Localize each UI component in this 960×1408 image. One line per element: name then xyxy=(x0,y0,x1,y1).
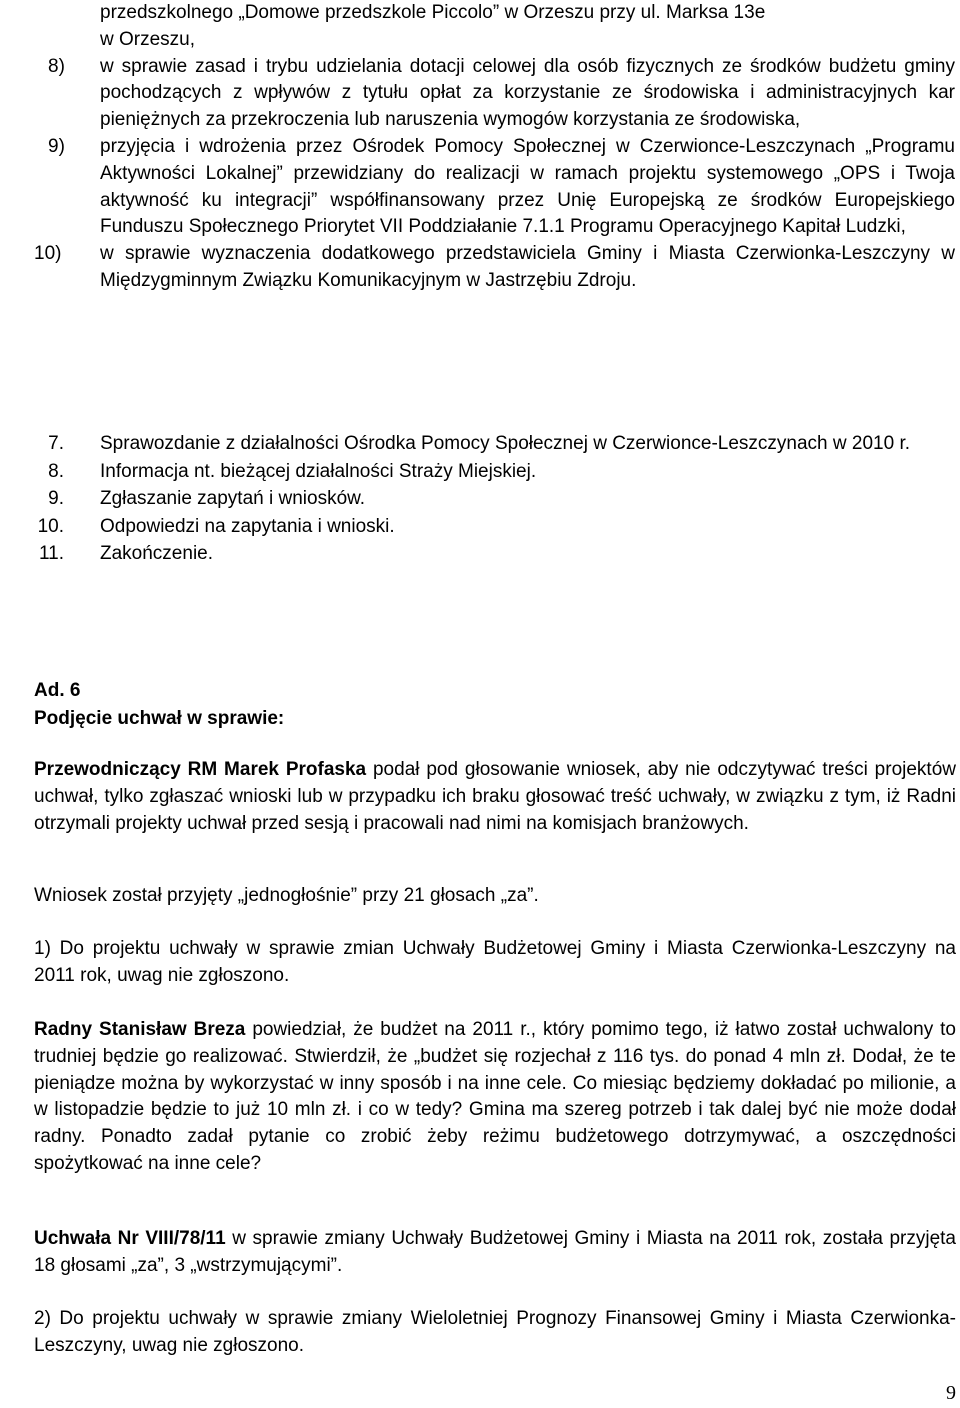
paragraph-resolution-1: 1) Do projektu uchwały w sprawie zmian Uchwały Budżetowej Gminy i Miasta Czerwionka-Leszczyny na 2011 rok, uwag nie zgłoszono. xyxy=(34,938,956,986)
agenda-text: Sprawozdanie z działalności Ośrodka Pomocy Społecznej w Czerwionce-Leszczynach w 2010 r. xyxy=(100,433,910,454)
paragraph-text: powiedział, że budżet na 2011 r., który pomimo tego, iż łatwo został uchwalony to trudniej będzie go realizować. Stwierdził, że „budżet się rozjechał z 116 tys. do ponad 4 mln zł. Dodał, że te pieniądze można by wykorzystać w inny sposób i na inne cele. Co miesiąc będziemy dokładać po milionie, a w listopadzie będzie to już 10 mln zł. i co w tedy? Gmina ma szereg potrzeb i tak dalej być nie może dodał radny. Ponadto zadał pytanie co zrobić żeby reżimu budżetowego dotrzymywać, a oszczędności spożytkować na inne cele? xyxy=(34,1019,956,1174)
agenda-number: 10. xyxy=(37,515,64,537)
sublist-item-8 xyxy=(48,54,955,134)
sublist-number: 8) xyxy=(48,55,65,77)
agenda-item-11 xyxy=(38,540,956,568)
sublist-text: w sprawie zasad i trybu udzielania dotacji celowej dla osób fizycznych ze środków budżetu gminy pochodzących z wpływów z tytułu opłat za korzystanie ze środowiska i administracyjnych kar pieniężnych za przekroczenia lub naruszenia wymogów korzystania ze środowiska, xyxy=(100,55,955,131)
agenda-number: 8. xyxy=(48,460,64,482)
sublist-item-10 xyxy=(34,241,955,295)
ad-subheading: Podjęcie uchwał w sprawie: xyxy=(34,708,285,729)
agenda-text: Informacja nt. bieżącej działalności Straży Miejskiej. xyxy=(100,460,537,482)
paragraph-chairman-motion xyxy=(34,757,956,837)
agenda-text: Odpowiedzi na zapytania i wnioski. xyxy=(100,515,395,537)
speaker-name: Radny Stanisław Breza xyxy=(34,1019,246,1040)
agenda-text: Zakończenie. xyxy=(100,543,214,564)
sublist-item-9 xyxy=(48,134,955,241)
sublist-text: w sprawie wyznaczenia dodatkowego przedstawiciela Gminy i Miasta Czerwionka-Leszczyny w Międzygminnym Związku Komunikacyjnym w Jastrzębiu Zdroju. xyxy=(100,243,955,291)
agenda-item-7 xyxy=(48,430,956,458)
agenda-number: 7. xyxy=(48,433,64,454)
paragraph-resolution-2: 2) Do projektu uchwały w sprawie zmiany Wieloletniej Prognozy Finansowej Gminy i Miasta Czerwionka-Leszczyny, uwag nie zgłoszono. xyxy=(34,1308,956,1356)
paragraph-councillor-breza xyxy=(34,1017,956,1178)
agenda-item-10 xyxy=(37,513,956,541)
paragraph-text: podał pod głosowanie wniosek, aby nie odczytywać treści projektów uchwał, tylko zgłaszać wnioski lub w przypadku ich braku głosować treść uchwały, w związku z tym, iż Radni otrzymali projekty uchwał przed sesją i pracowali nad nimi na komisjach branżowych. xyxy=(34,759,956,834)
sublist-number: 9) xyxy=(48,135,65,157)
agenda-number: 9. xyxy=(48,488,64,509)
continuation-line-1: przedszkolnego „Domowe przedszkole Piccolo” w Orzeszu przy ul. Marksa 13e xyxy=(100,2,766,23)
continuation-line-2: w Orzeszu, xyxy=(100,28,196,50)
agenda-text: Zgłaszanie zapytań i wniosków. xyxy=(100,488,366,509)
resolution-sublist xyxy=(0,0,960,295)
agenda-list xyxy=(0,430,960,568)
page-number: 9 xyxy=(946,1382,956,1404)
agenda-item-9 xyxy=(48,485,956,513)
speaker-name: Przewodniczący RM Marek Profaska xyxy=(34,759,367,780)
agenda-number: 11. xyxy=(38,543,64,564)
sublist-number: 10) xyxy=(34,243,62,265)
agenda-item-8 xyxy=(48,458,956,486)
paragraph-motion-result: Wniosek został przyjęty „jednogłośnie” przy 21 głosach „za”. xyxy=(34,885,539,906)
sublist-text: przyjęcia i wdrożenia przez Ośrodek Pomocy Społecznej w Czerwionce-Leszczynach „Programu Aktywności Lokalnej” przewidziany do realizacji w ramach projektu systemowego „OPS i Twoja aktywność ku integracji” współfinansowany przez Unię Europejską ze środków Europejskiego Funduszu Społecznego Priorytet VII Poddziałanie 7.1.1 Programu Operacyjnego Kapitał Ludzki, xyxy=(100,135,955,238)
paragraph-text: w sprawie zmiany Uchwały Budżetowej Gminy i Miasta na 2011 rok, została przyjęta 18 głosami „za”, 3 „wstrzymującymi”. xyxy=(34,1228,956,1276)
ad-heading: Ad. 6 xyxy=(34,680,81,701)
section-heading xyxy=(34,677,956,733)
paragraph-resolution-adopted xyxy=(34,1226,956,1280)
resolution-number: Uchwała Nr VIII/78/11 xyxy=(34,1228,226,1249)
